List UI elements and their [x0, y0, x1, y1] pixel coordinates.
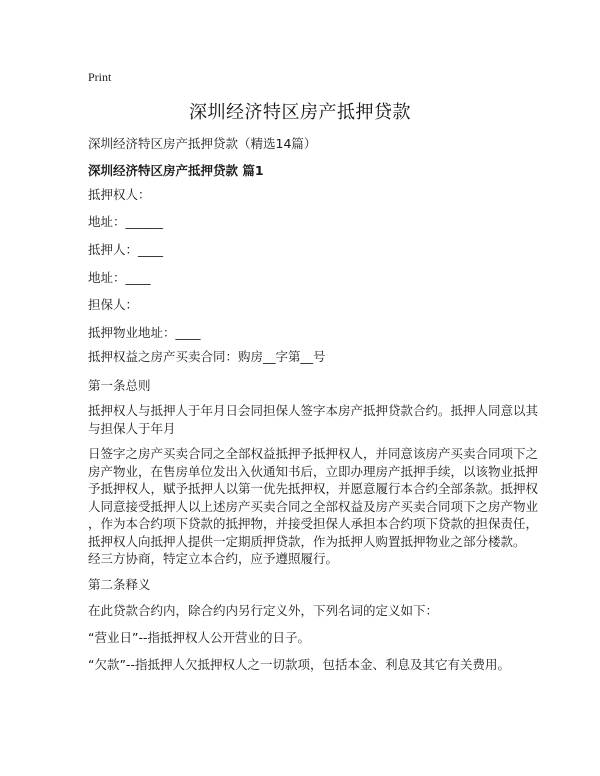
definition-debt: “欠款”--指抵押人欠抵押权人之一切款项，包括本金、利息及其它有关费用。 [88, 657, 510, 672]
field-property-address: 抵押物业地址：____ [88, 325, 201, 340]
paragraph-line: ，作为本合约项下贷款的抵押物，并接受担保人承担本合约项下贷款的担保责任， [88, 516, 539, 532]
paragraph-line: 抵押权人向抵押人提供一定期质押贷款，作为抵押人购置抵押物业之部分楼款。 [88, 533, 526, 549]
paragraph-line: 人同意接受抵押人以上述房产买卖合同之全部权益及房产买卖合同项下之房产物业 [88, 498, 539, 514]
field-mortgagee: 抵押权人： [88, 187, 151, 202]
article1-paragraph-3: 经三方协商，特定立本合约，应予遵照履行。 [88, 551, 339, 566]
document-title: 深圳经济特区房产抵押贷款 [189, 102, 411, 123]
field-guarantor: 担保人： [88, 297, 139, 312]
definition-business-day: “营业日”--指抵押权人公开营业的日子。 [88, 630, 310, 645]
field-purchase-contract: 抵押权益之房产买卖合同：购房__字第__号 [88, 349, 326, 364]
article1-title: 第一条总则 [88, 378, 151, 393]
paragraph-line: 抵押权人与抵押人于年月日会同担保人签字本房产抵押贷款合约。抵押人同意以其 [88, 403, 539, 418]
document-subtitle: 深圳经济特区房产抵押贷款（精选14篇） [88, 136, 317, 151]
paragraph-line: 房产物业，在售房单位发出入伙通知书后，立即办理房产抵押手续，以该物业抵押 [88, 463, 539, 479]
paragraph-line: 予抵押权人，赋予抵押人以第一优先抵押权，并愿意履行本合约全部条款。抵押权 [88, 481, 539, 497]
article2-intro: 在此贷款合约内，除合约内另行定义外，下列名词的定义如下： [88, 603, 439, 618]
paragraph-line: 与担保人于年月 [88, 420, 176, 436]
paragraph-line: 日签字之房产买卖合同之全部权益抵押予抵押权人，并同意该房产买卖合同项下之 [88, 446, 539, 461]
field-mortgagor-address: 地址：____ [88, 270, 151, 285]
field-mortgagee-address: 地址：______ [88, 214, 164, 229]
print-label: Print [88, 70, 112, 84]
article1-paragraph-2 [88, 445, 539, 551]
field-mortgagor: 抵押人：____ [88, 242, 164, 257]
section-heading: 深圳经济特区房产抵押贷款 篇1 [88, 163, 264, 178]
article1-paragraph-1 [88, 402, 539, 437]
article2-title: 第二条释义 [88, 577, 151, 592]
